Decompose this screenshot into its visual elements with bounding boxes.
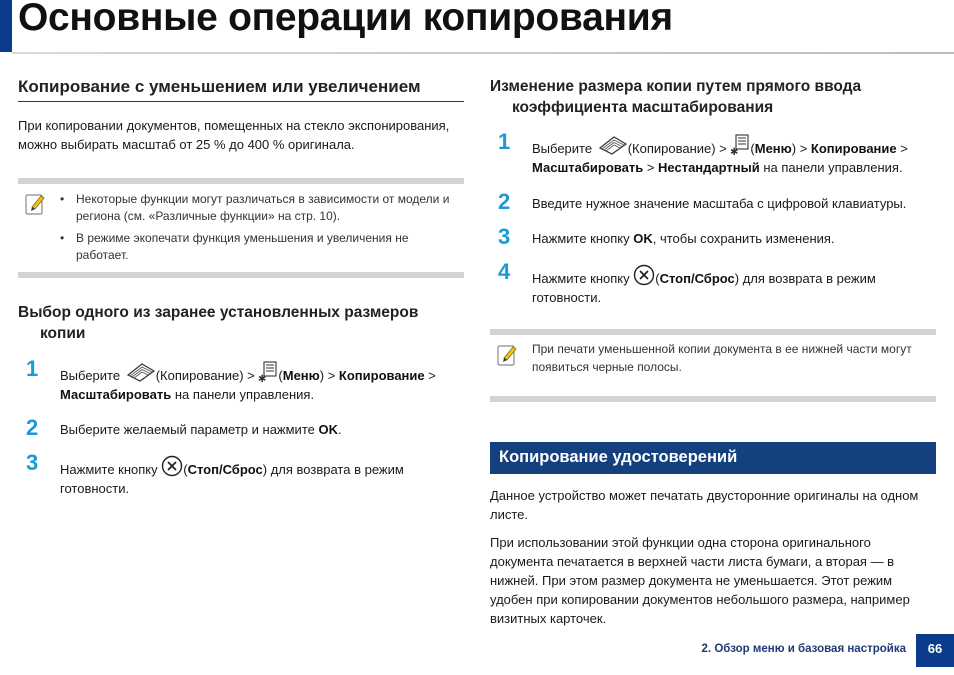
step-1 xyxy=(18,356,464,404)
step-text: на панели управления. xyxy=(759,160,903,175)
subheading-line: Изменение размера копии путем прямого ввода xyxy=(490,78,862,95)
title-accent-bar xyxy=(0,0,12,52)
step-text: Выберите xyxy=(60,368,124,383)
step-text: ) для возврата в режим готовности. xyxy=(532,271,876,305)
step-4 xyxy=(490,259,936,307)
stop-reset-icon xyxy=(633,264,655,286)
title-divider xyxy=(12,52,954,54)
step-text: Выберите xyxy=(532,141,596,156)
intro-paragraph: При копировании документов, помещенных на стекло экспонирования, можно выбирать масштаб от 25 % до 400 % оригинала. xyxy=(18,118,450,152)
step-3 xyxy=(18,450,464,498)
page-title: Основные операции копирования xyxy=(18,0,673,39)
subheading-direct-scale xyxy=(490,76,936,118)
right-column xyxy=(490,76,936,628)
note-box xyxy=(490,329,936,402)
step-bold: Копирование xyxy=(338,368,425,383)
step-text: Выберите желаемый параметр и нажмите xyxy=(60,422,319,437)
step-text: (Копирование) > xyxy=(155,368,259,383)
step-bold: Меню xyxy=(282,368,320,383)
step-text: Нажмите кнопку xyxy=(60,462,162,477)
step-number: 3 xyxy=(498,224,511,249)
subheading-line: копии xyxy=(40,325,86,342)
step-text: Нажмите кнопку xyxy=(532,231,634,246)
paragraph: При использовании этой функции одна сторона оригинального документа печатается в верхней части листа бумаги, а вторая — в нижней. При этом размер документа не уменьшается. Этот режим удобен при копировании документов небольшого размера, например визитных карточек. xyxy=(490,535,910,626)
page-number: 66 xyxy=(916,634,954,667)
svg-text:✱: ✱ xyxy=(258,374,267,383)
copy-icon xyxy=(596,134,628,156)
note-item: • В режиме экопечати функция уменьшения и увеличения не работает. xyxy=(60,230,464,264)
copy-icon xyxy=(124,361,156,383)
step-text: ( xyxy=(655,271,660,286)
step-text: на панели управления. xyxy=(171,387,315,402)
step-3 xyxy=(490,224,936,249)
step-text: Нажмите кнопку xyxy=(532,271,634,286)
svg-text:✱: ✱ xyxy=(730,147,739,156)
step-text: > xyxy=(896,141,908,156)
step-1 xyxy=(490,129,936,177)
step-text: ( xyxy=(750,141,755,156)
subheading-line: коэффициента масштабирования xyxy=(512,99,774,116)
menu-icon xyxy=(258,361,278,383)
section-divider xyxy=(18,101,464,102)
note-pencil-icon xyxy=(24,192,46,216)
step-text: > xyxy=(643,160,659,175)
left-column xyxy=(18,76,464,498)
step-2 xyxy=(18,415,464,440)
section-banner-id-copy: Копирование удостоверений xyxy=(490,442,936,474)
subheading-preset-sizes xyxy=(18,302,464,344)
subheading-line: Выбор одного из заранее установленных размеров xyxy=(18,304,419,321)
step-number: 2 xyxy=(498,189,511,214)
step-bold: OK xyxy=(318,422,338,437)
step-text: , чтобы сохранить изменения. xyxy=(652,231,835,246)
step-number: 4 xyxy=(498,259,511,284)
step-text: ) > xyxy=(319,368,339,383)
step-text: (Копирование) > xyxy=(627,141,731,156)
stop-reset-icon xyxy=(161,455,183,477)
step-text: ) для возврата в режим готовности. xyxy=(60,462,404,496)
step-bold: Меню xyxy=(754,141,792,156)
step-bold: Масштабировать xyxy=(60,387,172,402)
note-item: • Некоторые функции могут различаться в зависимости от модели и региона (см. «Различные функции» на стр. 10). xyxy=(60,191,464,225)
step-text: > xyxy=(424,368,436,383)
step-number: 1 xyxy=(26,356,39,381)
step-text: . xyxy=(337,422,342,437)
step-bold: Нестандартный xyxy=(658,160,760,175)
note-text: При печати уменьшенной копии документа в ее нижней части могут появиться черные полосы. xyxy=(532,342,912,374)
step-bold: Копирование xyxy=(810,141,897,156)
step-bold: OK xyxy=(633,231,653,246)
section-heading-reduce-enlarge: Копирование с уменьшением или увеличением xyxy=(18,77,421,96)
step-2 xyxy=(490,189,936,214)
step-text: Введите нужное значение масштаба с цифровой клавиатуры. xyxy=(532,196,907,211)
step-number: 1 xyxy=(498,129,511,154)
step-bold: Масштабировать xyxy=(532,160,644,175)
step-number: 3 xyxy=(26,450,39,475)
step-number: 2 xyxy=(26,415,39,440)
step-text: ( xyxy=(278,368,283,383)
menu-icon xyxy=(730,134,750,156)
step-bold: Стоп/Сброс xyxy=(187,462,263,477)
note-pencil-icon xyxy=(496,343,518,367)
step-text: ) > xyxy=(791,141,811,156)
paragraph: Данное устройство может печатать двусторонние оригиналы на одном листе. xyxy=(490,488,919,522)
footer-section-title: 2. Обзор меню и базовая настройка xyxy=(701,643,906,655)
step-bold: Стоп/Сброс xyxy=(659,271,735,286)
note-box xyxy=(18,178,464,278)
step-text: ( xyxy=(183,462,188,477)
